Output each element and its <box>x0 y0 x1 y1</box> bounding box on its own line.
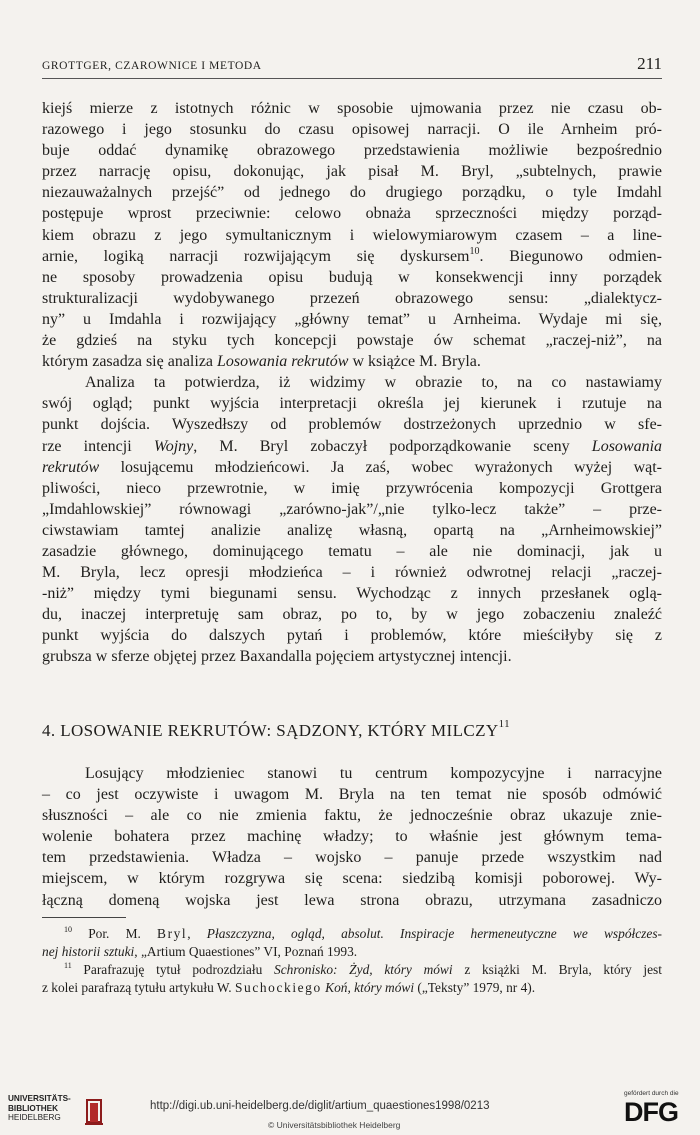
italic-title: Koń, który mówi <box>325 980 415 995</box>
text-segment: , <box>187 926 191 941</box>
text-segment: którym zasadza się analiza <box>42 353 214 371</box>
text-line: ne sposoby prowadzenia opisu budują w konsekwencji inny porządek <box>42 268 662 286</box>
text-line: du, inaczej interpretuję sam obraz, po to, by w jego zobaczeniu znaleźć <box>42 606 662 624</box>
library-name <box>8 1094 71 1123</box>
copyright: © Universitätsbibliothek Heidelberg <box>268 1120 401 1130</box>
paragraph-3 <box>42 763 662 911</box>
footnote-rule <box>42 917 126 918</box>
italic-title: Schronisko: Żyd, który mówi <box>274 962 453 977</box>
footnote-11-line <box>42 979 662 997</box>
footer <box>0 1078 700 1135</box>
text-line: ciwstawiam tamtej analizie analizę własną, opartą na „Arnheimowskiej” <box>42 521 662 539</box>
dfg-logo[interactable] <box>618 1090 690 1130</box>
text-segment: z książki M. Bryla, który jest <box>464 962 662 977</box>
text-line: tem przedstawienia. Władza – wojsko – panuje przede wszystkim nad <box>42 849 662 867</box>
italic-title: Losowania <box>591 437 663 455</box>
body-text-section-4 <box>42 763 662 911</box>
text-segment: , „Artium Quaestiones” VI, Poznań 1993. <box>134 944 358 959</box>
italic-title: Wojny <box>153 437 194 455</box>
footnotes <box>42 925 662 997</box>
text-segment: losującemu młodzieńcowi. Ja zaś, wobec wyrażonych wyżej wąt- <box>120 458 663 476</box>
italic-title: nej historii sztuki <box>42 944 135 959</box>
section-heading-text: 4. LOSOWANIE REKRUTÓW: SĄDZONY, KTÓRY MILCZY <box>42 721 499 740</box>
text-line: -niż” między tymi biegunami sensu. Wychodząc z innych przesłanek oglą- <box>42 585 662 603</box>
running-head <box>42 54 662 79</box>
footnote-10-line <box>42 943 662 961</box>
italic-title: Losowania rekrutów <box>217 353 349 371</box>
section-heading <box>42 718 662 741</box>
footnote-11-line <box>42 961 662 979</box>
text-line: pliwości, nieco przewrotnie, w imię przywrócenia kompozycji Grottgera <box>42 479 662 497</box>
text-line: swój ogląd; punkt wyjścia interpretacji określa jej kierunek i rzutuje na <box>42 395 662 413</box>
text-line: grubsza w sferze objętej przez Baxandalla pojęciem artystycznej intencji. <box>42 648 512 666</box>
text-line: Analiza ta potwierdza, iż widzimy w obrazie to, na co nastawiamy <box>85 374 662 392</box>
italic-title: rekrutów <box>42 458 100 476</box>
page-number: 211 <box>637 54 662 73</box>
footnote-author: Bryl <box>157 926 188 941</box>
library-line: BIBLIOTHEK <box>8 1103 59 1113</box>
text-segment: , M. Bryl zobaczył podporządkowanie sceny <box>193 437 570 455</box>
text-line: zasadzie głównego, dominującego tematu – ale nie dominacji, jak u <box>42 542 662 560</box>
dfg-wordmark: DFG <box>624 1097 678 1127</box>
body-text <box>42 98 662 668</box>
text-line: kiem obrazu z jego symultanicznym i wielowymiarowym czasem – a line- <box>42 226 662 244</box>
running-title: GROTTGER, CZAROWNICE I METODA <box>42 60 262 72</box>
text-line: – co jest oczywiste i uwagom M. Bryla na ten temat nie sposób odmówić <box>42 786 662 804</box>
text-line: buje oddać dynamikę obrazowego przedstawienia możliwie bezpośrednio <box>42 142 662 160</box>
text-line: M. Bryla, lecz opresji młodzieńca – i również odwrotnej relacji „raczej- <box>42 564 662 582</box>
text-line: postępuje wprost przeciwnie: celowo obnaża sprzeczności między porząd- <box>42 205 662 223</box>
text-line: łączną domeną wojska jest lewa strona obrazu, utrzymana zasadniczo <box>42 891 662 909</box>
footnote-number: 10 <box>64 925 72 934</box>
text-line: punkt wyjścia do dalszych pytań i problemów, które mieściłyby się z <box>42 627 662 645</box>
text-line: niezauważalnych przejść” od jednego do drugiego porządku, o tyle Imdahl <box>42 184 662 202</box>
text-segment: Parafrazuję tytuł podrozdziału <box>83 962 263 977</box>
text-line: ny” u Imdahla i rozwijający „główny temat” u Arnheima. Wydaje mi się, <box>42 310 662 328</box>
text-line <box>42 351 662 372</box>
footnote-10-line <box>42 925 662 943</box>
text-line <box>42 457 662 478</box>
paragraph-1 <box>42 98 662 372</box>
dfg-caption: gefördert durch die <box>624 1090 679 1097</box>
library-logo[interactable] <box>8 1094 103 1130</box>
text-segment: („Teksty” 1979, nr 4). <box>417 980 536 995</box>
paragraph-2 <box>42 372 662 667</box>
text-line: że gdzieś na styku tych koncepcji powstaje ów schemat „raczej-niż”, na <box>42 332 662 350</box>
text-line: wolenie bohatera przez machinę władzy; to właśnie jest głównym tema- <box>42 828 662 846</box>
source-url[interactable]: http://digi.ub.uni-heidelberg.de/diglit/artium_quaestiones1998/0213 <box>150 1100 490 1112</box>
text-line: razowego i jego stosunku do czasu opisowej narracji. O ile Arnheim pró- <box>42 121 662 139</box>
text-line <box>42 436 662 457</box>
footnote-ref-11[interactable]: 11 <box>498 718 511 730</box>
text-segment: z kolei parafrazą tytułu artykułu W. <box>42 980 232 995</box>
text-segment: w książce M. Bryla. <box>352 353 481 371</box>
text-line: „Imdahlowskiej” równowagi „zarówno-jak”/„nie tylko-lecz także” – prze- <box>42 500 662 518</box>
text-line <box>42 246 662 267</box>
italic-title: Płaszczyzna, ogląd, absolut. Inspiracje hermeneutyczne we współczes- <box>206 926 663 941</box>
library-mark-icon <box>83 1098 105 1126</box>
library-line: HEIDELBERG <box>8 1113 61 1122</box>
text-line: przez narrację opisu, dokonując, jak pisał M. Bryl, „subtelnych, prawie <box>42 163 662 181</box>
footnote-number: 11 <box>64 961 72 970</box>
text-line: miejscem, w którym rozgrywa się scena: siedzibą komisji poborowej. Wy- <box>42 870 662 888</box>
text-line: punkt dojścia. Wyszedłszy od problemów dostrzeżonych uprzednio w sfe- <box>42 416 662 434</box>
text-segment: Por. M. <box>88 926 141 941</box>
text-line: Losujący młodzieniec stanowi tu centrum kompozycyjne i narracyjne <box>85 765 662 782</box>
library-line: UNIVERSITÄTS- <box>8 1094 71 1103</box>
text-line: słuszności – ale co nie zmienia faktu, że jednocześnie obraz ukazuje znie- <box>42 807 662 825</box>
text-line: kiejś mierze z istotnych różnic w sposobie ujmowania przez nie czasu ob- <box>42 100 662 117</box>
footnote-author: Suchockiego <box>235 980 322 995</box>
text-segment: rze intencji <box>42 437 132 455</box>
text-line: strukturalizacji wydobywanego przezeń obrazowego sensu: „dialektycz- <box>42 289 662 307</box>
footnote-ref-10[interactable]: 10 <box>469 245 480 257</box>
text-segment: . Biegunowo odmien- <box>479 247 662 265</box>
text-segment: arnie, logiką narracji rozwijającym się dyskursem <box>42 247 470 265</box>
